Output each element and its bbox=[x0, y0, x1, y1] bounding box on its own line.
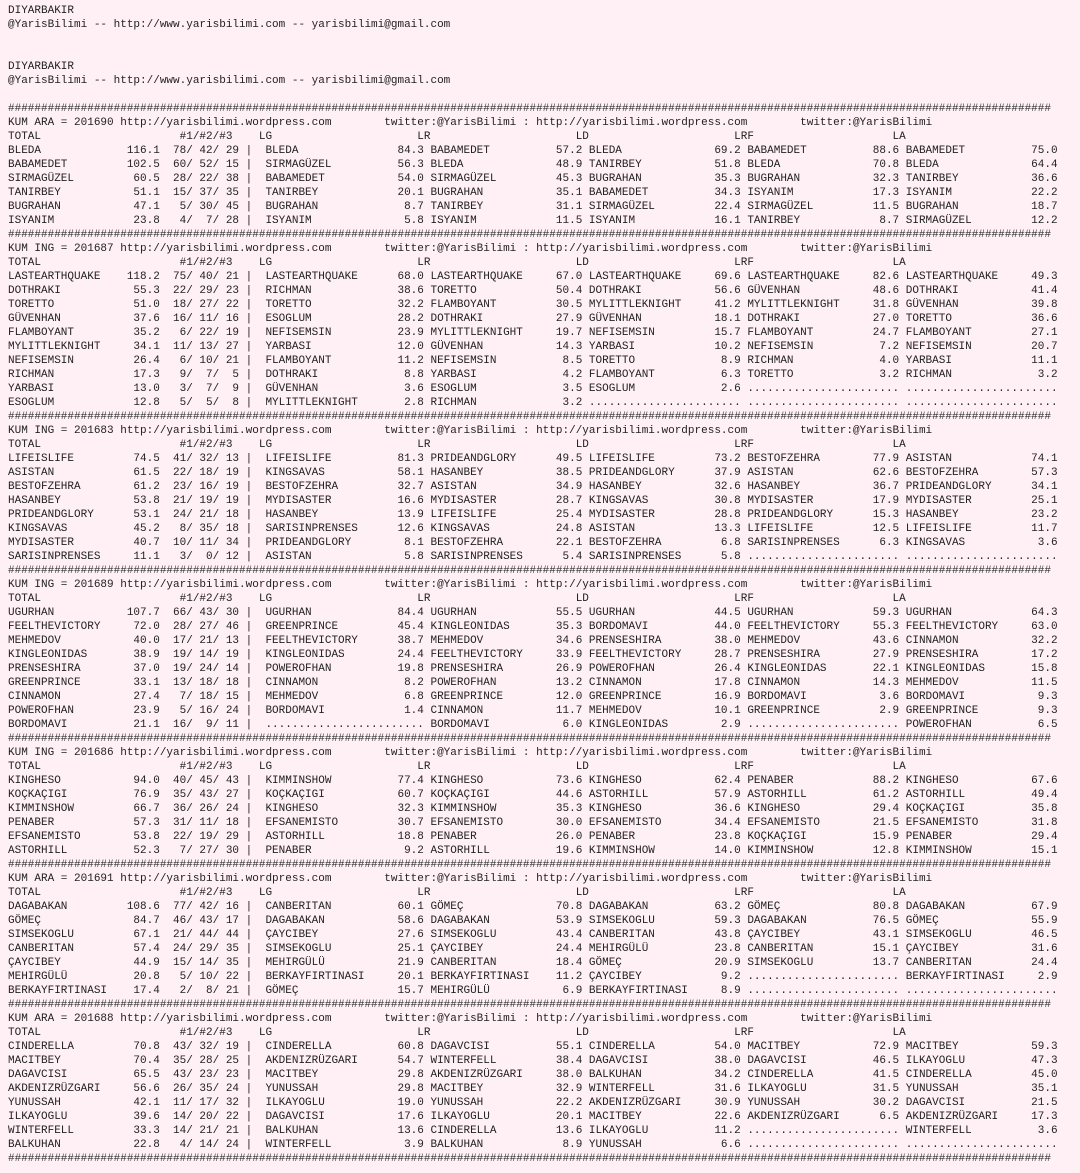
result-row: SIMSEKOGLU 67.1 21/ 44/ 44 | ÇAYCIBEY 27.6 SIMSEKOGLU 43.4 CANBERITAN 43.8 ÇAYCIBEY 43.1 SIMSEKOGLU 46.5 bbox=[8, 929, 1058, 941]
result-row: EFSANEMISTO 53.8 22/ 19/ 29 | ASTORHILL 18.8 PENABER 26.0 PENABER 23.8 KOÇKAÇIGI 15.9 PENABER 29.4 bbox=[8, 831, 1058, 843]
contact-line: @YarisBilimi -- http://www.yarisbilimi.com -- yarisbilimi@gmail.com bbox=[8, 19, 451, 31]
result-row: GÖMEÇ 84.7 46/ 43/ 17 | DAGABAKAN 58.6 DAGABAKAN 53.9 SIMSEKOGLU 59.3 DAGABAKAN 76.5 GÖMEÇ 55.9 bbox=[8, 915, 1058, 927]
result-row: RICHMAN 17.3 9/ 7/ 5 | DOTHRAKI 8.8 YARBASI 4.2 FLAMBOYANT 6.3 TORETTO 3.2 RICHMAN 3.2 bbox=[8, 369, 1058, 381]
result-row: BORDOMAVI 21.1 16/ 9/ 11 | ........................ BORDOMAVI 6.0 KINGLEONIDAS 2.9 ....................... POWEROFHAN 6.5 bbox=[8, 719, 1058, 731]
result-row: SIRMAGÜZEL 60.5 28/ 22/ 38 | BABAMEDET 54.0 SIRMAGÜZEL 45.3 BUGRAHAN 35.3 BUGRAHAN 32.3 TANIRBEY 36.6 bbox=[8, 173, 1058, 185]
separator-line: ############################################################################################################################################################## bbox=[8, 565, 1051, 577]
separator-line: ############################################################################################################################################################## bbox=[8, 999, 1051, 1011]
race-title: KUM ING = 201683 http://yarisbilimi.wordpress.com twitter:@YarisBilimi : http://yarisbilimi.wordpress.com twitter:@YarisBilimi bbox=[8, 425, 933, 437]
result-row: NEFISEMSIN 26.4 6/ 10/ 21 | FLAMBOYANT 11.2 NEFISEMSIN 8.5 TORETTO 8.9 RICHMAN 4.0 YARBASI 11.1 bbox=[8, 355, 1058, 367]
result-row: CANBERITAN 57.4 24/ 29/ 35 | SIMSEKOGLU 25.1 ÇAYCIBEY 24.4 MEHIRGÜLÜ 23.8 CANBERITAN 15.1 ÇAYCIBEY 31.6 bbox=[8, 943, 1058, 955]
result-row: ILKAYOGLU 39.6 14/ 20/ 22 | DAGAVCISI 17.6 ILKAYOGLU 20.1 MACITBEY 22.6 AKDENIZRÜZGARI 6.5 AKDENIZRÜZGARI 17.3 bbox=[8, 1111, 1058, 1123]
result-row: LIFEISLIFE 74.5 41/ 32/ 13 | LIFEISLIFE 81.3 PRIDEANDGLORY 49.5 LIFEISLIFE 73.2 BESTOFZEHRA 77.9 ASISTAN 74.1 bbox=[8, 453, 1058, 465]
race-title: KUM ING = 201687 http://yarisbilimi.wordpress.com twitter:@YarisBilimi : http://yarisbilimi.wordpress.com twitter:@YarisBilimi bbox=[8, 243, 933, 255]
result-row: TANIRBEY 51.1 15/ 37/ 35 | TANIRBEY 20.1 BUGRAHAN 35.1 BABAMEDET 34.3 ISYANIM 17.3 ISYANIM 22.2 bbox=[8, 187, 1058, 199]
result-row: SARISINPRENSES 11.1 3/ 0/ 12 | ASISTAN 5.8 SARISINPRENSES 5.4 SARISINPRENSES 5.8 ....................... ....................... bbox=[8, 551, 1058, 563]
column-headers: TOTAL #1/#2/#3 LG LR LD LRF LA bbox=[8, 439, 906, 451]
race-title: KUM ARA = 201688 http://yarisbilimi.wordpress.com twitter:@YarisBilimi : http://yarisbilimi.wordpress.com twitter:@YarisBilimi bbox=[8, 1013, 933, 1025]
result-row: GÜVENHAN 37.6 16/ 11/ 16 | ESOGLUM 28.2 DOTHRAKI 27.9 GÜVENHAN 18.1 DOTHRAKI 27.0 TORETTO 36.6 bbox=[8, 313, 1058, 325]
spacer bbox=[8, 32, 1080, 60]
result-row: BLEDA 116.1 78/ 42/ 29 | BLEDA 84.3 BABAMEDET 57.2 BLEDA 69.2 BABAMEDET 88.6 BABAMEDET 75.0 bbox=[8, 145, 1058, 157]
result-row: BESTOFZEHRA 61.2 23/ 16/ 19 | BESTOFZEHRA 32.7 ASISTAN 34.9 HASANBEY 32.6 HASANBEY 36.7 PRIDEANDGLORY 34.1 bbox=[8, 481, 1058, 493]
result-row: CINDERELLA 70.8 43/ 32/ 19 | CINDERELLA 60.8 DAGAVCISI 55.1 CINDERELLA 54.0 MACITBEY 72.9 MACITBEY 59.3 bbox=[8, 1041, 1058, 1053]
contact-line-repeat: @YarisBilimi -- http://www.yarisbilimi.com -- yarisbilimi@gmail.com bbox=[8, 75, 451, 87]
result-row: DAGABAKAN 108.6 77/ 42/ 16 | CANBERITAN 60.1 GÖMEÇ 70.8 DAGABAKAN 63.2 GÖMEÇ 80.8 DAGABAKAN 67.9 bbox=[8, 901, 1058, 913]
race-title: KUM ARA = 201691 http://yarisbilimi.wordpress.com twitter:@YarisBilimi : http://yarisbilimi.wordpress.com twitter:@YarisBilimi bbox=[8, 873, 933, 885]
result-row: DOTHRAKI 55.3 22/ 29/ 23 | RICHMAN 38.6 TORETTO 50.4 DOTHRAKI 56.6 GÜVENHAN 48.6 DOTHRAKI 41.4 bbox=[8, 285, 1058, 297]
column-headers: TOTAL #1/#2/#3 LG LR LD LRF LA bbox=[8, 131, 906, 143]
column-headers: TOTAL #1/#2/#3 LG LR LD LRF LA bbox=[8, 761, 906, 773]
result-row: TORETTO 51.0 18/ 27/ 22 | TORETTO 32.2 FLAMBOYANT 30.5 MYLITTLEKNIGHT 41.2 MYLITTLEKNIGHT 31.8 GÜVENHAN 39.8 bbox=[8, 299, 1058, 311]
result-row: ISYANIM 23.8 4/ 7/ 28 | ISYANIM 5.8 ISYANIM 11.5 ISYANIM 16.1 TANIRBEY 8.7 SIRMAGÜZEL 12.2 bbox=[8, 215, 1058, 227]
result-row: BALKUHAN 22.8 4/ 14/ 24 | WINTERFELL 3.9 BALKUHAN 8.9 YUNUSSAH 6.6 ....................... ....................... bbox=[8, 1139, 1058, 1151]
result-row: BERKAYFIRTINASI 17.4 2/ 8/ 21 | GÖMEÇ 15.7 MEHIRGÜLÜ 6.9 BERKAYFIRTINASI 8.9 ....................... ....................... bbox=[8, 985, 1058, 997]
result-row: UGURHAN 107.7 66/ 43/ 30 | UGURHAN 84.4 UGURHAN 55.5 UGURHAN 44.5 UGURHAN 59.3 UGURHAN 64.3 bbox=[8, 607, 1058, 619]
result-row: PENABER 57.3 31/ 11/ 18 | EFSANEMISTO 30.7 EFSANEMISTO 30.0 EFSANEMISTO 34.4 EFSANEMISTO 21.5 EFSANEMISTO 31.8 bbox=[8, 817, 1058, 829]
column-headers: TOTAL #1/#2/#3 LG LR LD LRF LA bbox=[8, 257, 906, 269]
result-row: HASANBEY 53.8 21/ 19/ 19 | MYDISASTER 16.6 MYDISASTER 28.7 KINGSAVAS 30.8 MYDISASTER 17.9 MYDISASTER 25.1 bbox=[8, 495, 1058, 507]
result-row: KINGLEONIDAS 38.9 19/ 14/ 19 | KINGLEONIDAS 24.4 FEELTHEVICTORY 33.9 FEELTHEVICTORY 28.7 PRENSESHIRA 27.9 PRENSESHIRA 17.2 bbox=[8, 649, 1058, 661]
result-row: PRIDEANDGLORY 53.1 24/ 21/ 18 | HASANBEY 13.9 LIFEISLIFE 25.4 MYDISASTER 28.8 PRIDEANDGLORY 15.3 HASANBEY 23.2 bbox=[8, 509, 1058, 521]
result-row: YUNUSSAH 42.1 11/ 17/ 32 | ILKAYOGLU 19.0 YUNUSSAH 22.2 AKDENIZRÜZGARI 30.9 YUNUSSAH 30.2 DAGAVCISI 21.5 bbox=[8, 1097, 1058, 1109]
result-row: LASTEARTHQUAKE 118.2 75/ 40/ 21 | LASTEARTHQUAKE 68.0 LASTEARTHQUAKE 67.0 LASTEARTHQUAKE 69.6 LASTEARTHQUAKE 82.6 LASTEARTHQUAKE 49.3 bbox=[8, 271, 1058, 283]
separator-line: ############################################################################################################################################################## bbox=[8, 1153, 1051, 1165]
separator-line: ############################################################################################################################################################## bbox=[8, 229, 1051, 241]
result-row: DAGAVCISI 65.5 43/ 23/ 23 | MACITBEY 29.8 AKDENIZRÜZGARI 38.0 BALKUHAN 34.2 CINDERELLA 41.5 CINDERELLA 45.0 bbox=[8, 1069, 1058, 1081]
result-row: FLAMBOYANT 35.2 6/ 22/ 19 | NEFISEMSIN 23.9 MYLITTLEKNIGHT 19.7 NEFISEMSIN 15.7 FLAMBOYANT 24.7 FLAMBOYANT 27.1 bbox=[8, 327, 1058, 339]
race-title: KUM ARA = 201690 http://yarisbilimi.wordpress.com twitter:@YarisBilimi : http://yarisbilimi.wordpress.com twitter:@YarisBilimi bbox=[8, 117, 933, 129]
result-row: KINGSAVAS 45.2 8/ 35/ 18 | SARISINPRENSES 12.6 KINGSAVAS 24.8 ASISTAN 13.3 LIFEISLIFE 12.5 LIFEISLIFE 11.7 bbox=[8, 523, 1058, 535]
result-row: FEELTHEVICTORY 72.0 28/ 27/ 46 | GREENPRINCE 45.4 KINGLEONIDAS 35.3 BORDOMAVI 44.0 FEELTHEVICTORY 55.3 FEELTHEVICTORY 63.0 bbox=[8, 621, 1058, 633]
result-row: ESOGLUM 12.8 5/ 5/ 8 | MYLITTLEKNIGHT 2.8 RICHMAN 3.2 ....................... ....................... ....................... bbox=[8, 397, 1058, 409]
separator-line: ############################################################################################################################################################## bbox=[8, 859, 1051, 871]
city-title-repeat: DIYARBAKIR bbox=[8, 61, 75, 73]
result-row: CINNAMON 27.4 7/ 18/ 15 | MEHMEDOV 6.8 GREENPRINCE 12.0 GREENPRINCE 16.9 BORDOMAVI 3.6 BORDOMAVI 9.3 bbox=[8, 691, 1058, 703]
separator-line: ############################################################################################################################################################## bbox=[8, 411, 1051, 423]
result-row: MACITBEY 70.4 35/ 28/ 25 | AKDENIZRÜZGARI 54.7 WINTERFELL 38.4 DAGAVCISI 38.0 DAGAVCISI 46.5 ILKAYOGLU 47.3 bbox=[8, 1055, 1058, 1067]
result-row: MYDISASTER 40.7 10/ 11/ 34 | PRIDEANDGLORY 8.1 BESTOFZEHRA 22.1 BESTOFZEHRA 6.8 SARISINPRENSES 6.3 KINGSAVAS 3.6 bbox=[8, 537, 1058, 549]
result-row: MEHIRGÜLÜ 20.8 5/ 10/ 22 | BERKAYFIRTINASI 20.1 BERKAYFIRTINASI 11.2 ÇAYCIBEY 9.2 ....................... BERKAYFIRTINASI 2.9 bbox=[8, 971, 1058, 983]
result-row: BUGRAHAN 47.1 5/ 30/ 45 | BUGRAHAN 8.7 TANIRBEY 31.1 SIRMAGÜZEL 22.4 SIRMAGÜZEL 11.5 BUGRAHAN 18.7 bbox=[8, 201, 1058, 213]
result-row: YARBASI 13.0 3/ 7/ 9 | GÜVENHAN 3.6 ESOGLUM 3.5 ESOGLUM 2.6 ....................... ....................... bbox=[8, 383, 1058, 395]
result-row: POWEROFHAN 23.9 5/ 16/ 24 | BORDOMAVI 1.4 CINNAMON 11.7 MEHMEDOV 10.1 GREENPRINCE 2.9 GREENPRINCE 9.3 bbox=[8, 705, 1058, 717]
result-row: PRENSESHIRA 37.0 19/ 24/ 14 | POWEROFHAN 19.8 PRENSESHIRA 26.9 POWEROFHAN 26.4 KINGLEONIDAS 22.1 KINGLEONIDAS 15.8 bbox=[8, 663, 1058, 675]
result-row: WINTERFELL 33.3 14/ 21/ 21 | BALKUHAN 13.6 CINDERELLA 13.6 ILKAYOGLU 11.2 ....................... WINTERFELL 3.6 bbox=[8, 1125, 1058, 1137]
result-row: ASTORHILL 52.3 7/ 27/ 30 | PENABER 9.2 ASTORHILL 19.6 KIMMINSHOW 14.0 KIMMINSHOW 12.8 KIMMINSHOW 15.1 bbox=[8, 845, 1058, 857]
result-row: KIMMINSHOW 66.7 36/ 26/ 24 | KINGHESO 32.3 KIMMINSHOW 35.3 KINGHESO 36.6 KINGHESO 29.4 KOÇKAÇIGI 35.8 bbox=[8, 803, 1058, 815]
separator-line: ############################################################################################################################################################## bbox=[8, 103, 1051, 115]
result-row: GREENPRINCE 33.1 13/ 18/ 18 | CINNAMON 8.2 POWEROFHAN 13.2 CINNAMON 17.8 CINNAMON 14.3 MEHMEDOV 11.5 bbox=[8, 677, 1058, 689]
race-blocks bbox=[8, 102, 1080, 1166]
result-row: KOÇKAÇIGI 76.9 35/ 43/ 27 | KOÇKAÇIGI 60.7 KOÇKAÇIGI 44.6 ASTORHILL 57.9 ASTORHILL 61.2 ASTORHILL 49.4 bbox=[8, 789, 1058, 801]
result-row: AKDENIZRÜZGARI 56.6 26/ 35/ 24 | YUNUSSAH 29.8 MACITBEY 32.9 WINTERFELL 31.6 ILKAYOGLU 31.5 YUNUSSAH 35.1 bbox=[8, 1083, 1058, 1095]
result-row: ASISTAN 61.5 22/ 18/ 19 | KINGSAVAS 58.1 HASANBEY 38.5 PRIDEANDGLORY 37.9 ASISTAN 62.6 BESTOFZEHRA 57.3 bbox=[8, 467, 1058, 479]
column-headers: TOTAL #1/#2/#3 LG LR LD LRF LA bbox=[8, 887, 906, 899]
result-row: KINGHESO 94.0 40/ 45/ 43 | KIMMINSHOW 77.4 KINGHESO 73.6 KINGHESO 62.4 PENABER 88.2 KINGHESO 67.6 bbox=[8, 775, 1058, 787]
column-headers: TOTAL #1/#2/#3 LG LR LD LRF LA bbox=[8, 1027, 906, 1039]
separator-line: ############################################################################################################################################################## bbox=[8, 733, 1051, 745]
blank-line bbox=[8, 88, 1080, 102]
result-row: MYLITTLEKNIGHT 34.1 11/ 13/ 27 | YARBASI 12.0 GÜVENHAN 14.3 YARBASI 10.2 NEFISEMSIN 7.2 NEFISEMSIN 20.7 bbox=[8, 341, 1058, 353]
result-row: MEHMEDOV 40.0 17/ 21/ 13 | FEELTHEVICTORY 38.7 MEHMEDOV 34.6 PRENSESHIRA 38.0 MEHMEDOV 43.6 CINNAMON 32.2 bbox=[8, 635, 1058, 647]
column-headers: TOTAL #1/#2/#3 LG LR LD LRF LA bbox=[8, 593, 906, 605]
city-title: DIYARBAKIR bbox=[8, 5, 75, 17]
race-title: KUM ING = 201689 http://yarisbilimi.wordpress.com twitter:@YarisBilimi : http://yarisbilimi.wordpress.com twitter:@YarisBilimi bbox=[8, 579, 933, 591]
result-row: BABAMEDET 102.5 60/ 52/ 15 | SIRMAGÜZEL 56.3 BLEDA 48.9 TANIRBEY 51.8 BLEDA 70.8 BLEDA 64.4 bbox=[8, 159, 1058, 171]
race-title: KUM ING = 201686 http://yarisbilimi.wordpress.com twitter:@YarisBilimi : http://yarisbilimi.wordpress.com twitter:@YarisBilimi bbox=[8, 747, 933, 759]
result-row: ÇAYCIBEY 44.9 15/ 14/ 35 | MEHIRGÜLÜ 21.9 CANBERITAN 18.4 GÖMEÇ 20.9 SIMSEKOGLU 13.7 CANBERITAN 24.4 bbox=[8, 957, 1058, 969]
